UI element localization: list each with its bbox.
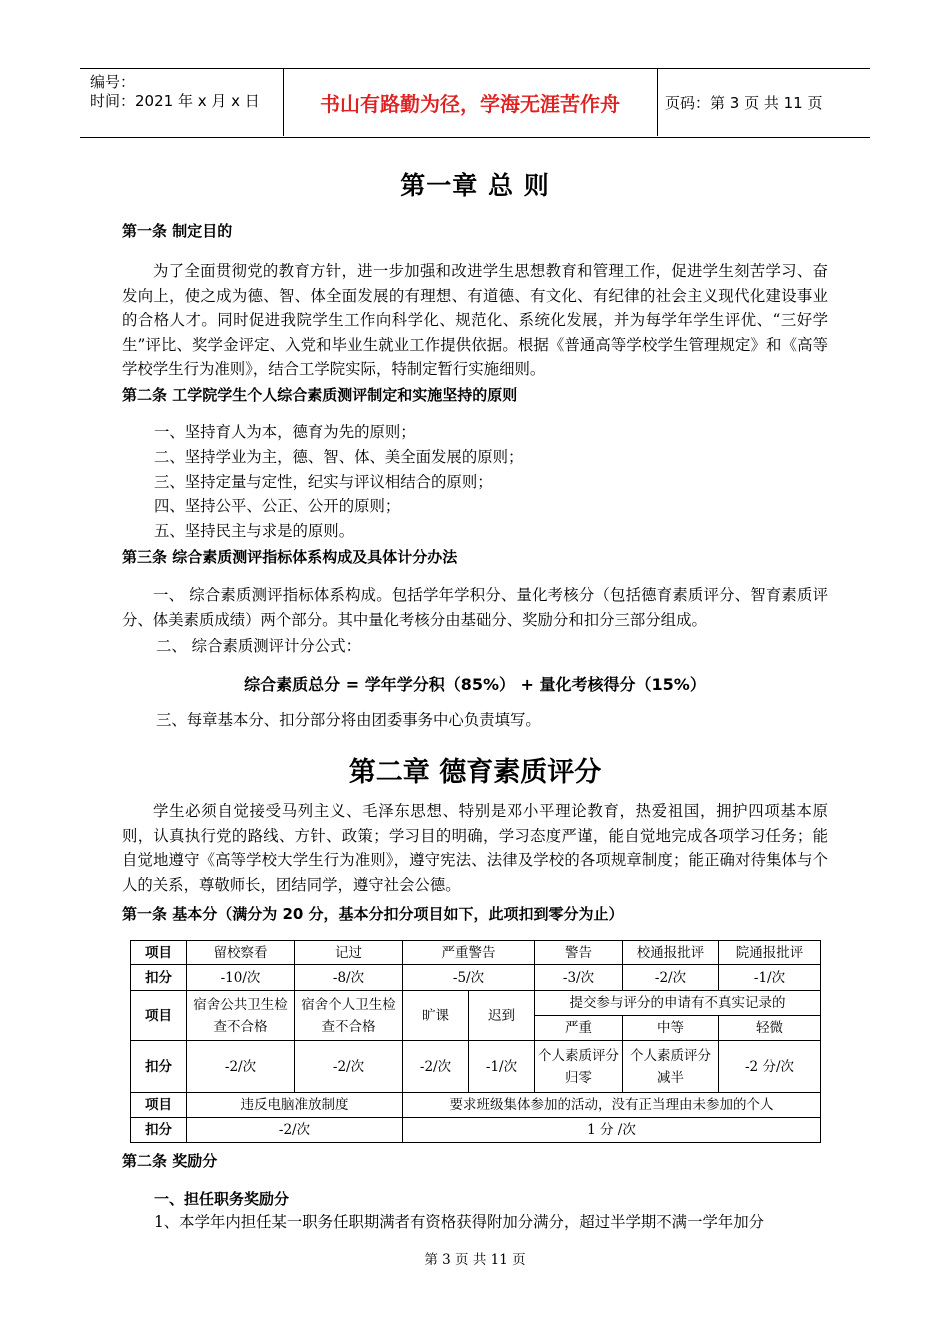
table-cell: 项目 <box>131 991 187 1041</box>
list-item: 三、坚持定量与定性，纪实与评议相结合的原则； <box>154 473 493 491</box>
table-cell: 院通报批评 <box>719 941 821 965</box>
table-cell: 项目 <box>131 1093 187 1118</box>
chapter-intro: 学生必须自觉接受马列主义、毛泽东思想、特别是邓小平理论教育，热爱祖国，拥护四项基本原则，认真执行党的路线、方针、政策；学习目的明确，学习态度严谨，能自觉地完成各项学习任务；能自觉地遵守《高等学校大学生行为准则》，遵守宪法、法律及学校的各项规章制度；能正确对待集体与个人的关系，尊敬师长，团结同学，遵守社会公德。 <box>122 802 828 894</box>
article-paragraph: 二、 综合素质测评计分公式： <box>156 637 361 655</box>
table-cell: 留校察看 <box>187 941 295 965</box>
header-page-label: 页码：第 3 页 共 11 页 <box>665 94 823 112</box>
table-cell: -2/次 <box>187 1041 295 1093</box>
table-cell: 扣分 <box>131 1118 187 1143</box>
deduction-table <box>130 940 821 1143</box>
list-item: 四、坚持公平、公正、公开的原则； <box>154 497 401 515</box>
table-cell: -2/次 <box>295 1041 403 1093</box>
article-paragraph: 三、每章基本分、扣分部分将由团委事务中心负责填写。 <box>156 711 541 729</box>
article-heading: 第三条 综合素质测评指标体系构成及具体计分办法 <box>122 548 458 566</box>
table-cell: -1/次 <box>719 965 821 991</box>
table-cell: 旷课 <box>403 991 469 1041</box>
table-cell: -2/次 <box>623 965 719 991</box>
table-cell: 迟到 <box>469 991 535 1041</box>
table-cell: -1/次 <box>469 1041 535 1093</box>
article-heading: 第一条 基本分（满分为 20 分，基本分扣分项目如下，此项扣到零分为止） <box>122 905 624 923</box>
section-heading: 一、担任职务奖励分 <box>154 1190 290 1208</box>
table-cell: 1 分 /次 <box>403 1118 821 1143</box>
table-cell: 提交参与评分的申请有不真实记录的 <box>535 991 821 1016</box>
table-cell: 个人素质评分归零 <box>535 1041 623 1093</box>
table-cell: 项目 <box>131 941 187 965</box>
table-cell: -3/次 <box>535 965 623 991</box>
list-item: 一、坚持育人为本，德育为先的原则； <box>154 423 416 441</box>
table-cell: -2/次 <box>187 1118 403 1143</box>
chapter-title: 第二章 德育素质评分 <box>348 757 602 788</box>
article-heading: 第一条 制定目的 <box>122 222 233 240</box>
table-cell: 记过 <box>295 941 403 965</box>
table-cell: 违反电脑准放制度 <box>187 1093 403 1118</box>
table-cell: -5/次 <box>403 965 535 991</box>
table-cell: 宿舍个人卫生检查不合格 <box>295 991 403 1041</box>
header-divider <box>657 68 658 136</box>
page-footer: 第 3 页 共 11 页 <box>424 1252 526 1268</box>
table-row <box>131 991 821 1016</box>
table-row <box>131 965 821 991</box>
article-paragraph: 1、本学年内担任某一职务任职期满者有资格获得附加分满分，超过半学期不满一学年加分 <box>154 1213 765 1231</box>
list-item: 五、坚持民主与求是的原则。 <box>154 522 355 540</box>
header-motto: 书山有路勤为径，学海无涯苦作舟 <box>320 91 620 116</box>
table-cell: 校通报批评 <box>623 941 719 965</box>
table-cell: -8/次 <box>295 965 403 991</box>
article-paragraph: 一、 综合素质测评指标体系构成。包括学年学积分、量化考核分（包括德育素质评分、智育素质评分、体美素质成绩）两个部分。其中量化考核分由基础分、奖励分和扣分三部分组成。 <box>122 586 828 629</box>
table-cell: 警告 <box>535 941 623 965</box>
table-cell: 宿舍公共卫生检查不合格 <box>187 991 295 1041</box>
doc-date-label: 时间：2021 年 x 月 x 日 <box>90 92 260 110</box>
table-cell: 轻微 <box>719 1016 821 1041</box>
table-cell: -2 分/次 <box>719 1041 821 1093</box>
doc-code-label: 编号： <box>90 73 136 91</box>
table-cell: -10/次 <box>187 965 295 991</box>
article-paragraph: 为了全面贯彻党的教育方针，进一步加强和改进学生思想教育和管理工作，促进学生刻苦学习、奋发向上，使之成为德、智、体全面发展的有理想、有道德、有文化、有纪律的社会主义现代化建设事业的合格人才。同时促进我院学生工作向科学化、规范化、系统化发展，并为每学年学生评优、“三好学生”评比、奖学金评定、入党和毕业生就业工作提供依据。根据《普通高等学校学生管理规定》和《高等学校学生行为准则》，结合工学院实际，特制定暂行实施细则。 <box>122 262 828 378</box>
table-cell: 严重警告 <box>403 941 535 965</box>
list-item: 二、坚持学业为主，德、智、体、美全面发展的原则； <box>154 448 524 466</box>
table-row <box>131 1041 821 1093</box>
table-cell: 扣分 <box>131 965 187 991</box>
article-heading: 第二条 工学院学生个人综合素质测评制定和实施坚持的原则 <box>122 386 518 404</box>
table-row <box>131 941 821 965</box>
table-cell: 要求班级集体参加的活动，没有正当理由未参加的个人 <box>403 1093 821 1118</box>
table-row <box>131 1093 821 1118</box>
table-cell: 中等 <box>623 1016 719 1041</box>
table-row <box>131 1118 821 1143</box>
table-cell: -2/次 <box>403 1041 469 1093</box>
article-heading: 第二条 奖励分 <box>122 1152 218 1170</box>
score-formula: 综合素质总分 = 学年学分积（85%） + 量化考核得分（15%） <box>244 675 706 694</box>
table-cell: 扣分 <box>131 1041 187 1093</box>
table-cell: 个人素质评分减半 <box>623 1041 719 1093</box>
chapter-title: 第一章 总 则 <box>400 171 550 200</box>
table-cell: 严重 <box>535 1016 623 1041</box>
